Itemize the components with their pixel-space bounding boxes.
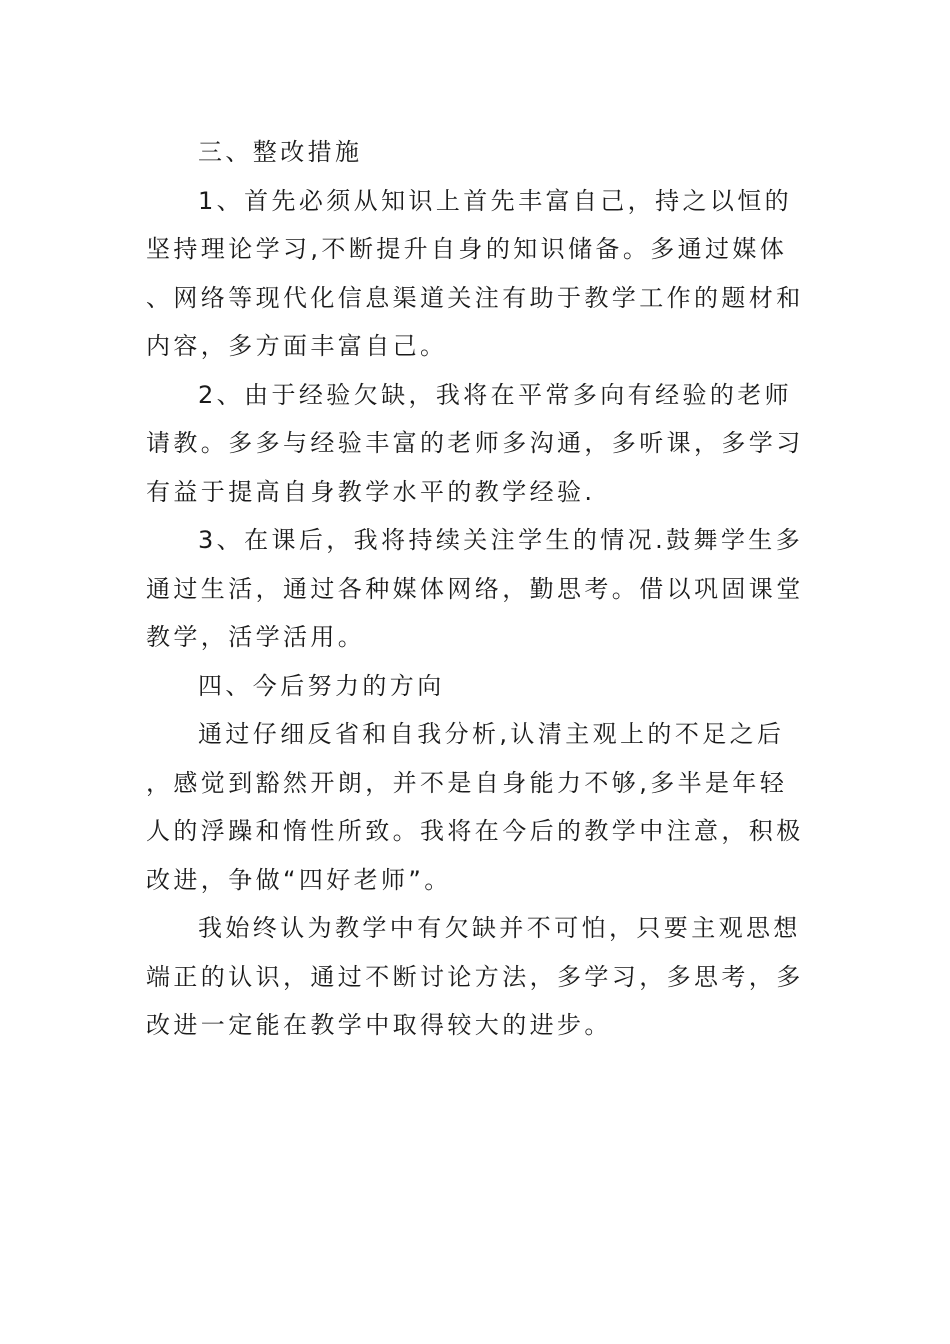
section-3-item-3: 3、在课后，我将持续关注学生的情况.鼓舞学生多通过生活，通过各种媒体网络，勤思考。借以巩固课堂教学，活学活用。 [146, 526, 804, 651]
section-4-paragraph-1: 通过仔细反省和自我分析,认清主观上的不足之后，感觉到豁然开朗，并不是自身能力不够,多半是年轻人的浮躁和惰性所致。我将在今后的教学中注意，积极改进，争做“四好老师”。 [146, 720, 804, 894]
section-4-paragraph-2: 我始终认为教学中有欠缺并不可怕，只要主观思想端正的认识，通过不断讨论方法，多学习，多思考，多改进一定能在教学中取得较大的进步。 [146, 914, 804, 1039]
document-page [146, 128, 810, 1050]
section-4-heading: 四、今后努力的方向 [198, 671, 445, 700]
section-3-item-2: 2、由于经验欠缺，我将在平常多向有经验的老师请教。多多与经验丰富的老师多沟通，多听课，多学习有益于提高自身教学水平的教学经验. [146, 380, 804, 506]
section-3-item-1: 1、首先必须从知识上首先丰富自己，持之以恒的坚持理论学习,不断提升自身的知识储备。多通过媒体、网络等现代化信息渠道关注有助于教学工作的题材和内容，多方面丰富自己。 [146, 186, 804, 360]
section-3-heading: 三、整改措施 [198, 138, 363, 166]
